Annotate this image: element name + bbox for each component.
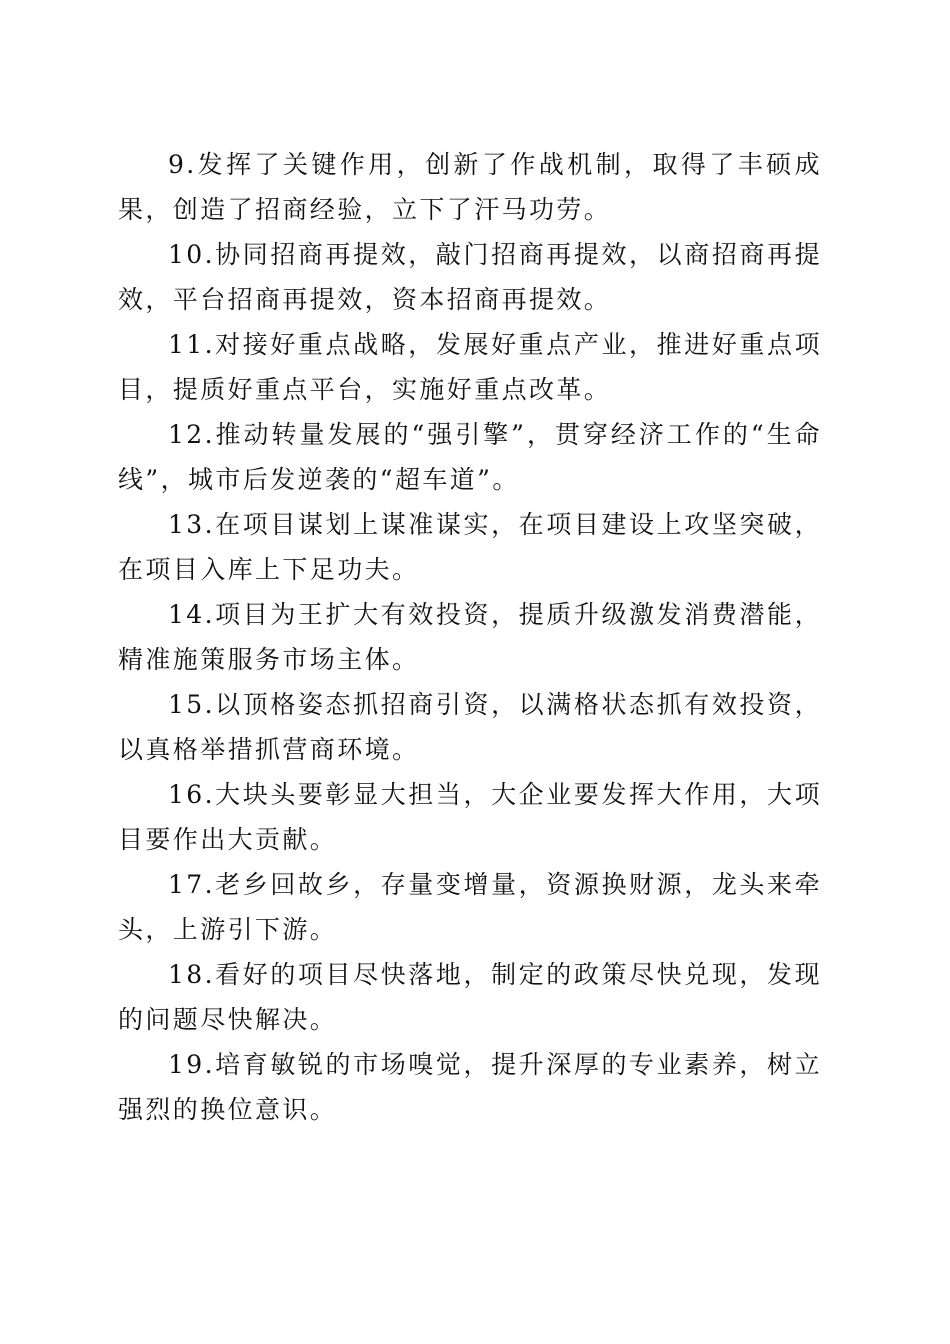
list-item-17: 17.老乡回故乡，存量变增量，资源换财源，龙头来牵头，上游引下游。 [118, 870, 822, 944]
list-item-18: 18.看好的项目尽快落地，制定的政策尽快兑现，发现的问题尽快解决。 [118, 960, 822, 1034]
list-item-9: 9.发挥了关键作用，创新了作战机制，取得了丰硕成果，创造了招商经验，立下了汗马功劳。 [118, 150, 822, 224]
list-item-16: 16.大块头要彰显大担当，大企业要发挥大作用，大项目要作出大贡献。 [118, 780, 822, 854]
list-item-13: 13.在项目谋划上谋准谋实，在项目建设上攻坚突破，在项目入库上下足功夫。 [118, 510, 822, 584]
list-item-10: 10.协同招商再提效，敲门招商再提效，以商招商再提效，平台招商再提效，资本招商再提效。 [118, 240, 822, 314]
list-item-19: 19.培育敏锐的市场嗅觉，提升深厚的专业素养，树立强烈的换位意识。 [118, 1050, 822, 1124]
list-item-11: 11.对接好重点战略，发展好重点产业，推进好重点项目，提质好重点平台，实施好重点改革。 [118, 330, 822, 404]
list-item-14: 14.项目为王扩大有效投资，提质升级激发消费潜能，精准施策服务市场主体。 [118, 600, 822, 674]
list-item-15: 15.以顶格姿态抓招商引资，以满格状态抓有效投资，以真格举措抓营商环境。 [118, 690, 822, 764]
list-item-12: 12.推动转量发展的“强引擎”，贯穿经济工作的“生命线”，城市后发逆袭的“超车道”。 [118, 420, 822, 494]
numbered-list [118, 142, 822, 1132]
